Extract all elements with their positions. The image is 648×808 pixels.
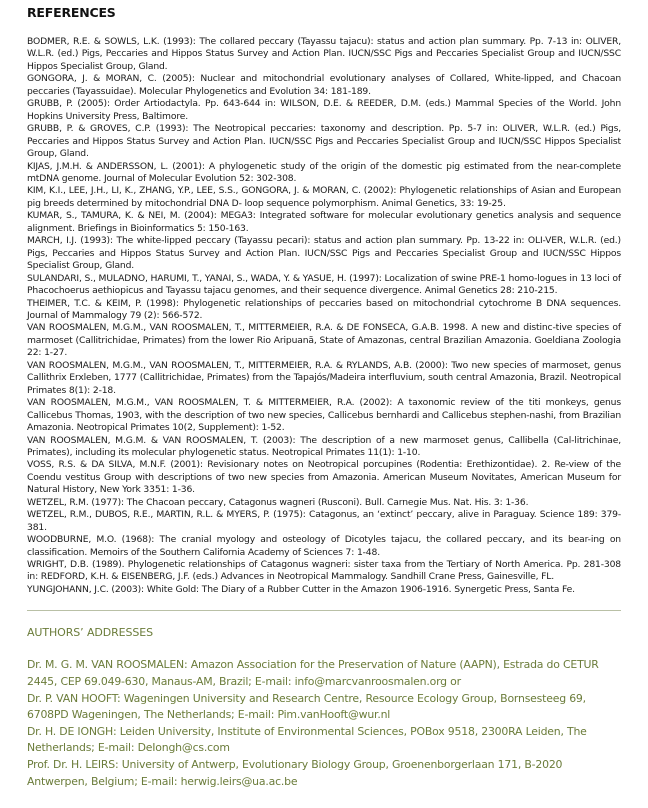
reference-entry: GRUBB, P. & GROVES, C.P. (1993): The Neotropical peccaries: taxonomy and description. Pp. 5-7 in: OLIVER, W.L.R. (ed.) Pigs, Peccaries and Hippos Status Survey and Action Plan. IUCN/SSC Pigs and Peccaries Specialist Group and IUCN/SSC Hippos Specialist Group, Gland. xyxy=(27,123,621,160)
reference-entry: KIJAS, J.M.H. & ANDERSSON, L. (2001): A phylogenetic study of the origin of the domestic pig estimated from the near-complete mtDNA genome. Journal of Molecular Evolution 52: 302-308. xyxy=(27,160,621,184)
section-divider xyxy=(27,610,621,611)
reference-entry: VAN ROOSMALEN, M.G.M., VAN ROOSMALEN, T., MITTERMEIER, R.A. & RYLANDS, A.B. (2000): Two new species of marmoset, genus Callithrix Erxleben, 1777 (Callitrichidae, Primates) from the Tapajós/Madeira interfluvium, south central Amazonia, Brazil. Neotropical Primates 8(1): 2-18. xyxy=(27,359,621,396)
author-address-entry: Prof. Dr. H. LEIRS: University of Antwerp, Evolutionary Biology Group, Groenenborgerlaan 171, B-2020 Antwerpen, Belgium; E-mail: herwig.leirs@ua.ac.be xyxy=(27,757,563,788)
authors-addresses-list xyxy=(27,657,621,790)
reference-entry: WETZEL, R.M., DUBOS, R.E., MARTIN, R.L. & MYERS, P. (1975): Catagonus, an ‘extinct’ peccary, alive in Paraguay. Science 189: 379-381. xyxy=(27,509,621,533)
reference-entry: VAN ROOSMALEN, M.G.M., VAN ROOSMALEN, T. & MITTERMEIER, R.A. (2002): A taxonomic review of the titi monkeys, genus Callicebus Thomas, 1903, with the description of two new species, Callicebus bernhardi and Callicebus stephen-nashi, from Brazilian Amazonia. Neotropical Primates 10(2, Supplement): 1-52. xyxy=(27,397,621,434)
references-heading: REFERENCES xyxy=(27,5,116,20)
reference-entry: THEIMER, T.C. & KEIM, P. (1998): Phylogenetic relationships of peccaries based on mitochondrial cytochrome B DNA sequences. Journal of Mammalogy 79 (2): 566-572. xyxy=(27,297,621,321)
authors-addresses-heading: AUTHORS’ ADDRESSES xyxy=(27,626,153,640)
reference-entry: MARCH, I.J. (1993): The white-lipped peccary (Tayassu pecari): status and action plan summary. Pp. 13-22 in: OLI-VER, W.L.R. (ed.) Pigs, Peccaries and Hippos Status Survey and Action Plan. IUCN/SSC Pigs and Peccaries Specialist Group and IUCN/SSC Hippos Specialist Group, Gland. xyxy=(27,235,621,272)
document-page xyxy=(27,0,621,790)
reference-entry: WETZEL, R.M. (1977): The Chacoan peccary, Catagonus wagneri (Rusconi). Bull. Carnegie Mus. Nat. His. 3: 1-36. xyxy=(27,496,529,508)
author-address-entry: Dr. P. VAN HOOFT: Wageningen University and Research Centre, Resource Ecology Group, Bornsesteeg 69, 6708PD Wageningen, The Netherlands; E-mail: Pim.vanHooft@wur.nl xyxy=(27,691,586,722)
author-address-entry: Dr. M. G. M. VAN ROOSMALEN: Amazon Association for the Preservation of Nature (AAPN), Estrada do CETUR 2445, CEP 69.049-630, Manaus-AM, Brazil; E-mail: info@marcvanroosmalen.org or xyxy=(27,658,599,688)
reference-entry: SULANDARI, S., MULADNO, HARUMI, T., YANAI, S., WADA, Y. & YASUE, H. (1997): Localization of swine PRE-1 homo-logues in 13 loci of Phacochoerus aethiopicus and Tayassu tajacu genomes, and their sequence divergence. Animal Genetics 28: 210-215. xyxy=(27,272,621,297)
reference-entry: KUMAR, S., TAMURA, K. & NEI, M. (2004): MEGA3: Integrated software for molecular evolutionary genetics analysis and sequence alignment. Briefings in Bioinformatics 5: 150-163. xyxy=(27,210,621,234)
references-list xyxy=(27,36,621,596)
reference-entry: GRUBB, P. (2005): Order Artiodactyla. Pp. 643-644 in: WILSON, D.E. & REEDER, D.M. (eds.) Mammal Species of the World. John Hopkins University Press, Baltimore. xyxy=(27,98,621,122)
reference-entry: VAN ROOSMALEN, M.G.M., VAN ROOSMALEN, T., MITTERMEIER, R.A. & DE FONSECA, G.A.B. 1998. A new and distinc-tive species of marmoset (Callitrichidae, Primates) from the lower Rio Aripuanã, State of Amazonas, central Brazilian Amazonia. Goeldiana Zoologia 22: 1-27. xyxy=(27,322,621,359)
reference-entry: YUNGJOHANN, J.C. (2003): White Gold: The Diary of a Rubber Cutter in the Amazon 1906-1916. Synergetic Press, Santa Fe. xyxy=(27,583,575,595)
reference-entry: BODMER, R.E. & SOWLS, L.K. (1993): The collared peccary (Tayassu tajacu): status and action plan summary. Pp. 7-13 in: OLIVER, W.L.R. (ed.) Pigs, Peccaries and Hippos Status Survey and Action Plan. IUCN/SSC Pigs and Peccaries Specialist Group and IUCN/SSC Hippos Specialist Group, Gland. xyxy=(27,36,621,72)
author-address-entry: Dr. H. DE IONGH: Leiden University, Institute of Environmental Sciences, POBox 9518, 2300RA Leiden, The Netherlands; E-mail: DeIongh@cs.com xyxy=(27,724,587,755)
reference-entry: VAN ROOSMALEN, M.G.M. & VAN ROOSMALEN, T. (2003): The description of a new marmoset genus, Callibella (Cal-litrichinae, Primates), including its molecular phylogenetic status. Neotropical Primates 11(1): 1-10. xyxy=(27,434,621,458)
reference-entry: WOODBURNE, M.O. (1968): The cranial myology and osteology of Dicotyles tajacu, the collared peccary, and its bear-ing on classification. Memoirs of the Southern California Academy of Sciences 7: 1-48. xyxy=(27,534,621,558)
reference-entry: GONGORA, J. & MORAN, C. (2005): Nuclear and mitochondrial evolutionary analyses of Collared, White-lipped, and Chacoan peccaries (Tayassuidae). Molecular Phylogenetics and Evolution 34: 181-189. xyxy=(27,73,621,97)
reference-entry: WRIGHT, D.B. (1989). Phylogenetic relationships of Catagonus wagneri: sister taxa from the Tertiary of North America. Pp. 281-308 in: REDFORD, K.H. & EISENBERG, J.F. (eds.) Advances in Neotropical Mammalogy. Sandhill Crane Press, Gainesville, FL. xyxy=(27,559,621,583)
reference-entry: KIM, K.I., LEE, J.H., LI, K., ZHANG, Y.P., LEE, S.S., GONGORA, J. & MORAN, C. (2002): Phylogenetic relationships of Asian and European pig breeds determined by mitochondrial DNA D- loop sequence polymorphism. Animal Genetics, 33: 19-25. xyxy=(27,185,621,209)
reference-entry: VOSS, R.S. & DA SILVA, M.N.F. (2001): Revisionary notes on Neotropical porcupines (Rodentia: Erethizontidae). 2. Re-view of the Coendu vestitus Group with descriptions of two new species from Amazonia. American Museum Novitates, American Museum for Natural History, New York 3351: 1-36. xyxy=(27,459,621,496)
